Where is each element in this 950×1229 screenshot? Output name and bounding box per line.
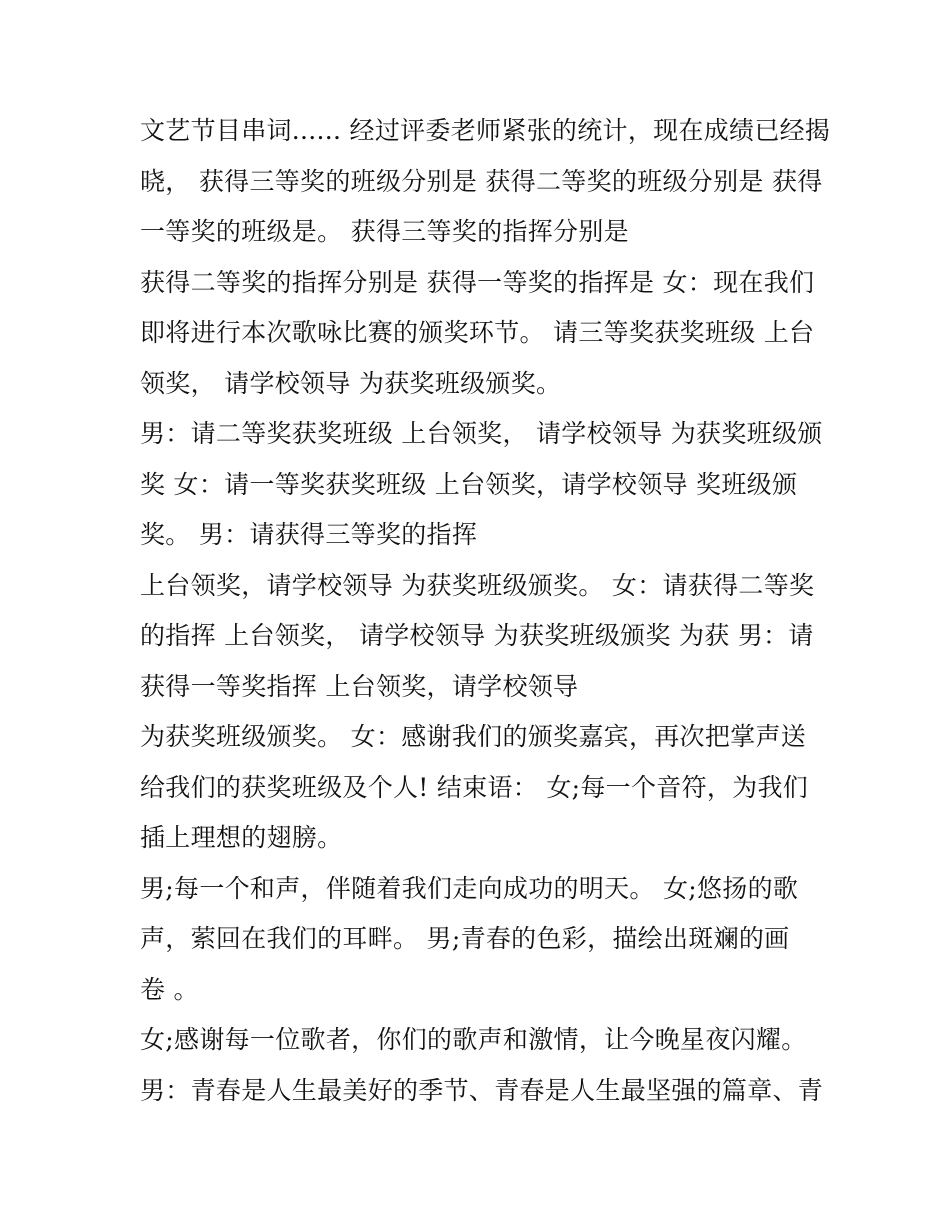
text-line: 女;感谢每一位歌者，你们的歌声和激情，让今晚星夜闪耀。 [140, 1025, 807, 1054]
text-line: 奖 女：请一等奖获奖班级 上台领奖，请学校领导 奖班级颁 [140, 469, 798, 499]
text-line: 获得二等奖的指挥分别是 获得一等奖的指挥是 女：现在我们 [140, 267, 815, 297]
text-line: 卷 。 [140, 974, 199, 1004]
text-line: 声，萦回在我们的耳畔。 男;青春的色彩，描绘出斑斓的画 [140, 924, 790, 953]
text-line: 上台领奖，请学校领导 为获奖班级颁奖。 女：请获得二等奖 [140, 570, 815, 600]
text-line: 的指挥 上台领奖， 请学校领导 为获奖班级颁奖 为获 男：请 [140, 621, 814, 650]
text-line: 文艺节目串词...... 经过评委老师紧张的统计，现在成绩已经揭 [140, 116, 831, 145]
text-line: 获得一等奖指挥 上台领奖，请学校领导 [140, 671, 579, 701]
text-line: 即将进行本次歌咏比赛的颁奖环节。 请三等奖获奖班级 上台 [140, 318, 815, 347]
text-line: 男：请二等奖获奖班级 上台领奖， 请学校领导 为获奖班级颁 [140, 419, 823, 448]
text-line: 晓， 获得三等奖的班级分别是 获得二等奖的班级分别是 获得 [140, 166, 823, 196]
text-line: 为获奖班级颁奖。 女：感谢我们的颁奖嘉宾，再次把掌声送 [140, 722, 807, 751]
text-line: 领奖， 请学校领导 为获奖班级颁奖。 [140, 368, 562, 398]
text-line: 一等奖的班级是。 获得三等奖的指挥分别是 [140, 217, 629, 246]
document-body [140, 106, 831, 1116]
text-line: 奖。 男：请获得三等奖的指挥 [140, 520, 478, 549]
text-line: 插上理想的翅膀。 [140, 823, 343, 852]
text-line: 男;每一个和声，伴随着我们走向成功的明天。 女;悠扬的歌 [140, 873, 799, 903]
text-line: 给我们的获奖班级及个人! 结束语： 女;每一个音符，为我们 [140, 772, 809, 802]
text-line: 男：青春是人生最美好的季节、青春是人生最坚强的篇章、青 [140, 1075, 824, 1105]
